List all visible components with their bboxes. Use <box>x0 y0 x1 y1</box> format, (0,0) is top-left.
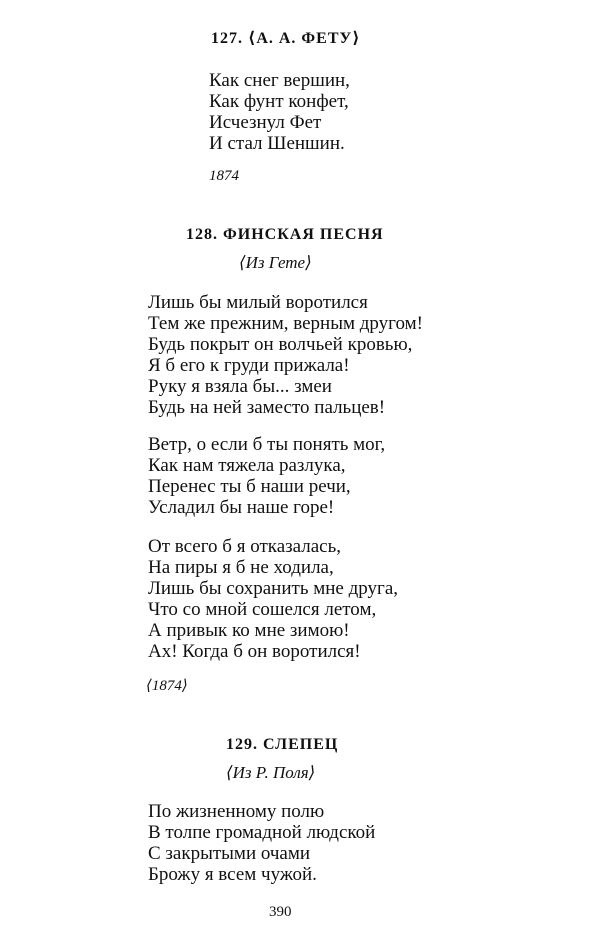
verse-line: На пиры я б не ходила, <box>148 557 334 578</box>
poem-127-date: 1874 <box>209 168 239 184</box>
poem-129-subtitle: ⟨Из Р. Поля⟩ <box>226 763 316 782</box>
poem-128-stanza-2 <box>148 434 385 518</box>
verse-line: Будь покрыт он волчьей кровью, <box>148 334 413 355</box>
verse-line: Ах! Когда б он воротился! <box>148 641 361 662</box>
poem-128-subtitle: ⟨Из Гете⟩ <box>239 253 312 272</box>
verse-line: Усладил бы наше горе! <box>148 497 335 518</box>
verse-line: Тем же прежним, верным другом! <box>148 313 423 334</box>
verse-line: Что со мной сошелся летом, <box>148 599 377 620</box>
verse-line: От всего б я отказалась, <box>148 536 342 557</box>
poem-128-date: ⟨1874⟩ <box>146 678 188 694</box>
page-number: 390 <box>269 904 292 920</box>
verse-line: Лишь бы милый воротился <box>148 292 368 313</box>
verse-line: Я б его к груди прижала! <box>148 355 350 376</box>
verse-line: С закрытыми очами <box>148 843 311 864</box>
poem-127-heading: 127. ⟨А. А. ФЕТУ⟩ <box>211 30 361 47</box>
poem-128-stanza-3 <box>148 536 398 662</box>
poem-128-heading: 128. ФИНСКАЯ ПЕСНЯ <box>186 226 384 243</box>
verse-line: По жизненному полю <box>148 801 325 822</box>
verse-line: Будь на ней заместо пальцев! <box>148 397 386 418</box>
verse-line: А привык ко мне зимою! <box>148 620 350 641</box>
verse-line: Исчезнул Фет <box>209 112 322 133</box>
verse-line: В толпе громадной людской <box>148 822 376 843</box>
verse-line: Как фунт конфет, <box>209 91 349 112</box>
verse-line: Перенес ты б наши речи, <box>148 476 351 497</box>
poem-129-stanza-1 <box>148 801 375 885</box>
verse-line: Как снег вершин, <box>209 70 350 91</box>
verse-line: И стал Шеншин. <box>209 133 345 154</box>
verse-line: Брожу я всем чужой. <box>148 864 317 885</box>
verse-line: Как нам тяжела разлука, <box>148 455 346 476</box>
poem-128-stanza-1 <box>148 292 423 418</box>
verse-line: Руку я взяла бы... змеи <box>148 376 332 397</box>
verse-line: Лишь бы сохранить мне друга, <box>148 578 398 599</box>
verse-line: Ветр, о если б ты понять мог, <box>148 434 386 455</box>
poem-129-heading: 129. СЛЕПЕЦ <box>226 736 339 753</box>
poem-127-stanza-1 <box>209 70 350 154</box>
